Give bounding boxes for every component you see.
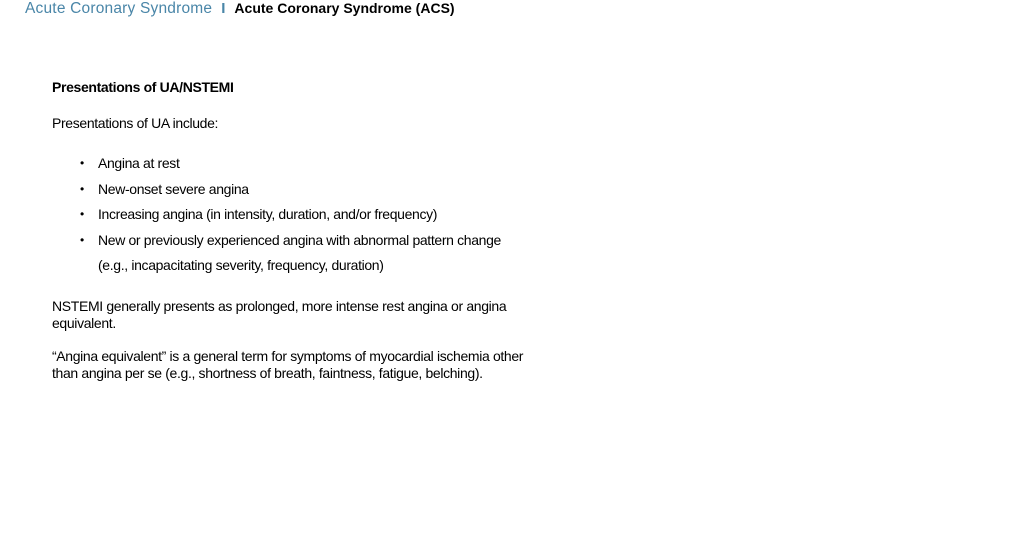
slide-header (25, 0, 455, 19)
brand-title: Acute Coronary Syndrome (25, 0, 213, 17)
list-item-text: New-onset severe angina (98, 180, 249, 197)
bullet-icon: • (80, 156, 84, 170)
bullet-list (52, 151, 532, 279)
list-item (80, 228, 532, 279)
list-item (80, 151, 532, 177)
list-item-text: Increasing angina (in intensity, duration, and/or frequency) (98, 206, 438, 222)
header-separator: I (221, 0, 226, 17)
deck-title: Acute Coronary Syndrome (ACS) (234, 0, 455, 16)
intro-text: Presentations of UA include: (52, 115, 219, 131)
bullet-icon: • (80, 181, 84, 196)
nstemi-paragraph: NSTEMI generally presents as prolonged, more intense rest angina or angina equivalent. (52, 297, 507, 331)
angina-equivalent-paragraph: “Angina equivalent” is a general term for symptoms of myocardial ischemia other than angina per se (e.g., shortness of breath, faintness, fatigue, belching). (52, 347, 524, 381)
list-item (80, 177, 532, 203)
bullet-icon: • (80, 207, 84, 221)
slide-content (52, 78, 532, 398)
bullet-icon: • (80, 232, 84, 247)
section-title: Presentations of UA/NSTEMI (52, 79, 234, 95)
list-item-text: Angina at rest (98, 155, 180, 171)
list-item (80, 202, 532, 228)
list-item-text: New or previously experienced angina with abnormal pattern change (e.g., incapacitating severity, frequency, duration) (98, 231, 501, 273)
